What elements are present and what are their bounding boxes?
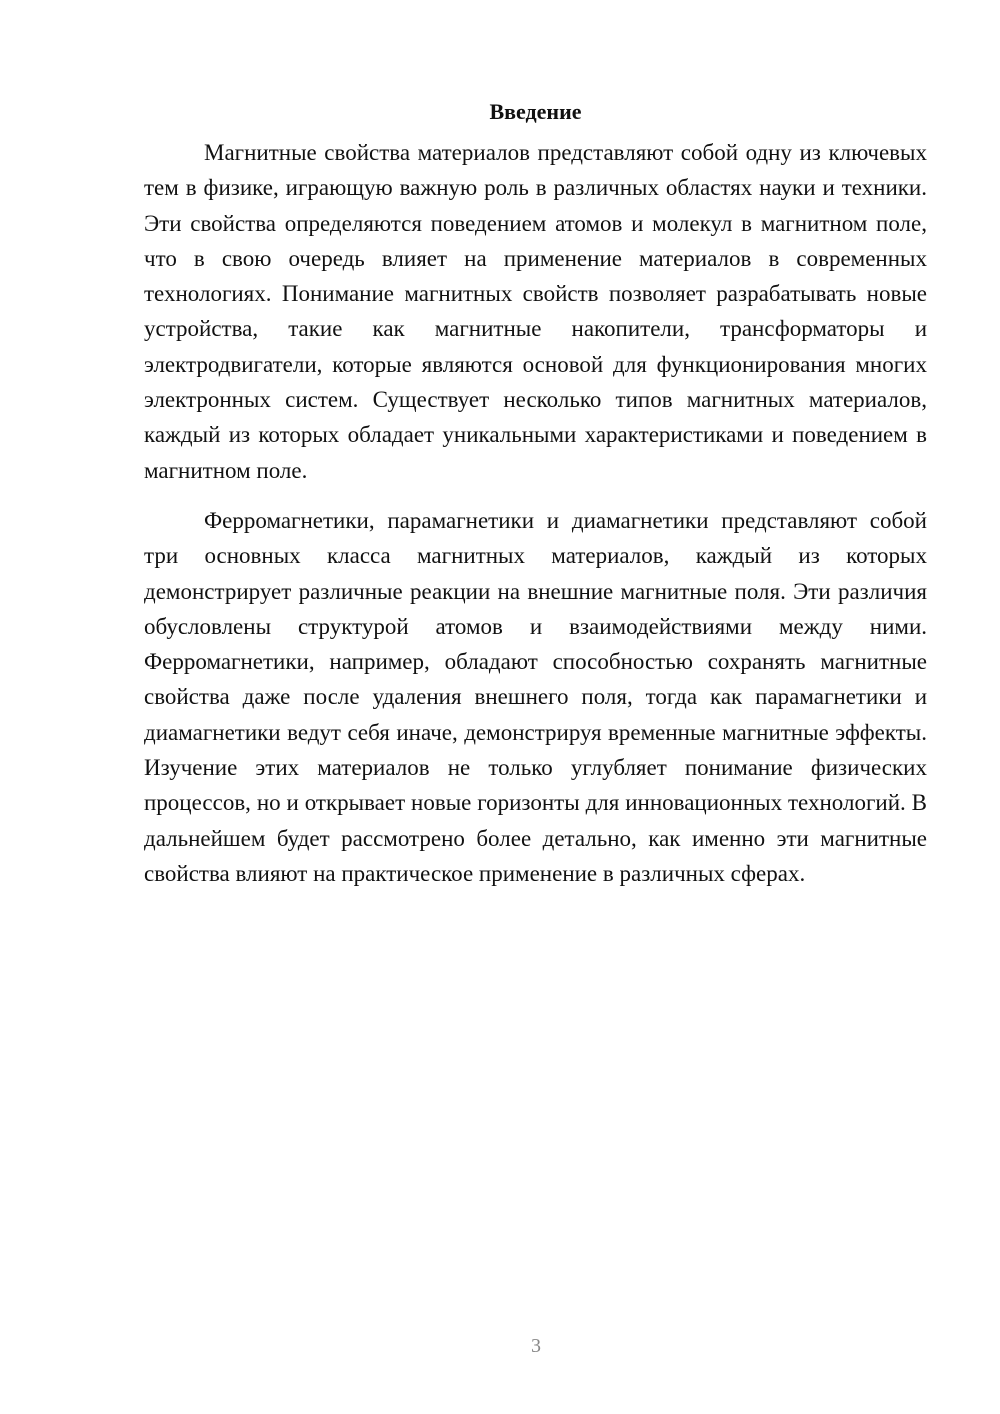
page-content	[144, 97, 927, 891]
page-number: 3	[531, 1335, 541, 1357]
paragraph-1: Магнитные свойства материалов представляют собой одну из ключевых тем в физике, играющую важную роль в различных областях науки и техники. Эти свойства определяются поведением атомов и молекул в магнитном поле, что в свою очередь влияет на применение материалов в современных технологиях. Понимание магнитных свойств позволяет разрабатывать новые устройства, такие как магнитные накопители, трансформаторы и электродвигатели, которые являются основой для функционирования многих электронных систем. Существует несколько типов магнитных материалов, каждый из которых обладает уникальными характеристиками и поведением в магнитном поле.	[144, 140, 927, 483]
section-heading: Введение	[489, 99, 582, 124]
paragraph-2: Ферромагнетики, парамагнетики и диамагнетики представляют собой три основных класса магнитных материалов, каждый из которых демонстрирует различные реакции на внешние магнитные поля. Эти различия обусловлены структурой атомов и взаимодействиями между ними. Ферромагнетики, например, обладают способностью сохранять магнитные свойства даже после удаления внешнего поля, тогда как парамагнетики и диамагнетики ведут себя иначе, демонстрируя временные магнитные эффекты. Изучение этих материалов не только углубляет понимание физических процессов, но и открывает новые горизонты для инновационных технологий. В дальнейшем будет рассмотрено более детально, как именно эти магнитные свойства влияют на практическое применение в различных сферах.	[144, 507, 927, 886]
